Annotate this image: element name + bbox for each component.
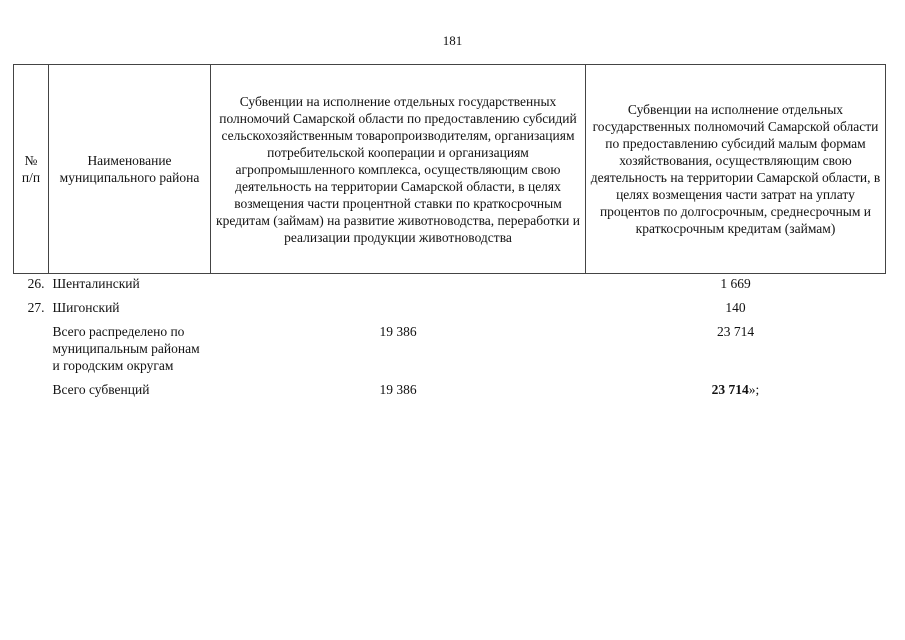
closing-quote: »; — [748, 382, 760, 397]
total-subventions-col1: 19 386 — [379, 382, 417, 397]
header-number: № п/п — [14, 65, 49, 274]
row-number: 27. — [27, 300, 45, 315]
table-header-row — [14, 65, 886, 274]
table-row — [14, 274, 886, 294]
header-subsidy-small-farms: Субвенции на исполнение отдельных государственных полномочий Самарской области по предоставлению субсидий малым формам хозяйствования, осуществляющим свою деятельность на территории Самарской области, в целях возмещения части затрат на уплату процентов по долгосрочным, среднесрочным и краткосрочным кредитам (займам) — [586, 65, 886, 274]
value-col1 — [211, 274, 586, 294]
row-number-empty — [14, 375, 49, 399]
table-total-row — [14, 317, 886, 375]
total-subventions-col2-cell — [586, 375, 886, 399]
total-subventions-label: Всего субвенций — [52, 382, 150, 397]
table-total-row — [14, 375, 886, 399]
value-col1 — [211, 293, 586, 317]
row-number: 26. — [27, 276, 45, 291]
district-name: Шигонский — [52, 300, 120, 315]
total-distributed-col1: 19 386 — [379, 324, 417, 339]
table-row — [14, 293, 886, 317]
total-subventions-col2-wrap — [712, 381, 760, 398]
total-distributed-label: Всего распределено по муниципальным районам и городским округам — [52, 324, 200, 373]
header-subsidy-short-term-credits: Субвенции на исполнение отдельных государственных полномочий Самарской области по предоставлению субсидий сельскохозяйственным товаропроизводителям, организациям потребительской кооперации и организациям агропромышленного комплекса, осуществляющим свою деятельность на территории Самарской области, в целях возмещения части процентной ставки по краткосрочным кредитам (займам) на развитие животноводства, переработки и реализации продукции животноводства — [211, 65, 586, 274]
value-col2: 1 669 — [720, 276, 751, 291]
district-name: Шенталинский — [52, 276, 140, 291]
total-subventions-col2: 23 714 — [711, 382, 749, 397]
header-district-name: Наименование муниципального района — [49, 65, 211, 274]
subvention-table — [13, 64, 886, 399]
page-number: 181 — [442, 33, 463, 48]
value-col2: 140 — [725, 300, 746, 315]
row-number-empty — [14, 317, 49, 375]
total-distributed-col2: 23 714 — [716, 324, 755, 339]
